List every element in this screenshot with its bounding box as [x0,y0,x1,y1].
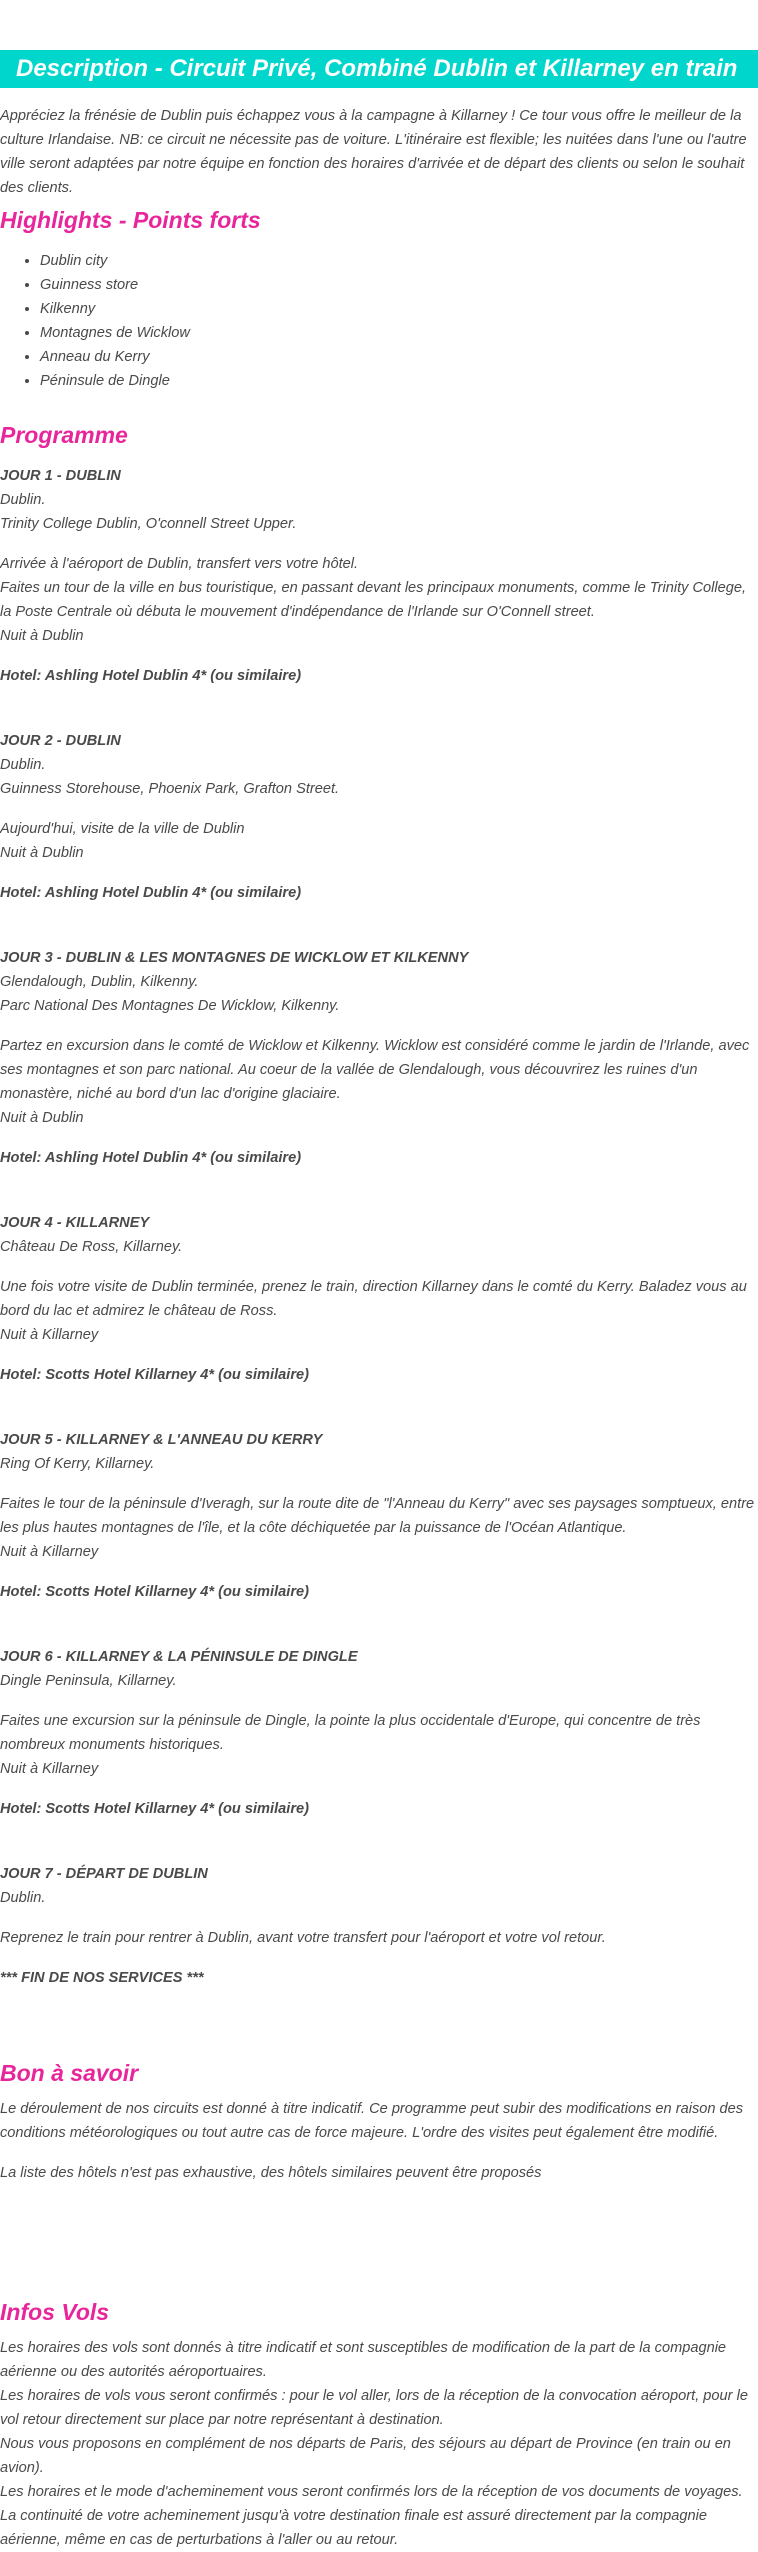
day-6 [0,1645,758,1821]
day-places: Dingle Peninsula, Killarney. [0,1673,177,1689]
day-title: JOUR 7 - DÉPART DE DUBLIN [0,1866,208,1882]
day-places: Dublin. [0,757,46,773]
day-night: Nuit à Dublin [0,845,84,861]
day-hotel: Hotel: Scotts Hotel Killarney 4* (ou similaire) [0,1584,309,1600]
intro-text: Appréciez la frénésie de Dublin puis échappez vous à la campagne à Killarney ! Ce tour vous offre le meilleur de la culture Irlandaise. NB: ce circuit ne nécessite pas de voiture. L'itinéraire est flexible; les nuitées dans l'une ou l'autre ville seront adaptées par notre équipe en fonction des horaires d'arrivée et de départ des clients ou selon le souhait des clients. [0,108,747,196]
day-title: JOUR 4 - KILLARNEY [0,1215,150,1231]
day-hotel: Hotel: Ashling Hotel Dublin 4* (ou similaire) [0,885,302,901]
day-hotel: Hotel: Ashling Hotel Dublin 4* (ou similaire) [0,668,302,684]
day-desc: Une fois votre visite de Dublin terminée, prenez le train, direction Killarney dans le comté du Kerry. Baladez vous au bord du lac et admirez le château de Ross. [0,1279,747,1319]
program-title: Programme [0,422,128,448]
day-desc: Faites le tour de la péninsule d'Iveragh, sur la route dite de "l'Anneau du Kerry" avec ses paysages somptueux, entre les plus hautes montagnes de l'île, et la côte déchiquetée par la puissance de l'Océan Atlantique. [0,1496,755,1536]
highlight-item: • Kilkenny [40,297,190,321]
day-places: Dublin. [0,492,46,508]
vols-line: Les horaires de vols vous seront confirmés : pour le vol aller, lors de la réception de la convocation aéroport, pour le vol retour directement sur place par notre représentant à destination. [0,2388,748,2428]
day-night: Nuit à Dublin [0,1110,84,1126]
day-1 [0,464,758,688]
end-of-services: *** FIN DE NOS SERVICES *** [0,1970,204,1986]
day-7 [0,1862,758,1950]
vols-line: Les horaires des vols sont donnés à titre indicatif et sont susceptibles de modification de la part de la compagnie aérienne ou des autorités aéroportuaires. [0,2340,727,2380]
day-desc: Faites un tour de la ville en bus touristique, en passant devant les principaux monuments, comme le Trinity College, la Poste Centrale où débuta le mouvement d'indépendance de l'Irlande sur O'Connell street. [0,580,747,620]
infos-vols-title: Infos Vols [0,2299,110,2325]
day-night: Nuit à Killarney [0,1761,99,1777]
vols-line: La continuité de votre acheminement jusqu'à votre destination finale est assuré directement par la compagnie aérienne, même en cas de perturbations à l'aller ou au retour. [0,2508,707,2548]
day-places: Ring Of Kerry, Killarney. [0,1456,155,1472]
bon-a-savoir-title: Bon à savoir [0,2060,139,2086]
day-sights: Parc National Des Montagnes De Wicklow, Kilkenny. [0,998,340,1014]
highlight-item: • Anneau du Kerry [40,345,190,369]
day-places: Glendalough, Dublin, Kilkenny. [0,974,199,990]
day-sights: Guinness Storehouse, Phoenix Park, Grafton Street. [0,781,340,797]
program [0,464,758,1990]
day-title: JOUR 6 - KILLARNEY & LA PÉNINSULE DE DINGLE [0,1649,358,1665]
day-desc: Aujourd'hui, visite de la ville de Dublin [0,821,245,837]
day-desc: Faites une excursion sur la péninsule de Dingle, la pointe la plus occidentale d'Europe, qui concentre de très nombreux monuments historiques. [0,1713,701,1753]
day-title: JOUR 5 - KILLARNEY & L'ANNEAU DU KERRY [0,1432,323,1448]
day-title: JOUR 2 - DUBLIN [0,733,121,749]
day-2 [0,729,758,905]
bon-paragraph: Le déroulement de nos circuits est donné à titre indicatif. Ce programme peut subir des modifications en raison des conditions météorologiques ou tout autre cas de force majeure. L'ordre des visites peut également être modifié. [0,2101,744,2141]
highlight-item: • Dublin city [40,249,190,273]
day-places: Château De Ross, Killarney. [0,1239,183,1255]
day-5 [0,1428,758,1604]
vols-line: Nous vous proposons en complément de nos départs de Paris, des séjours au départ de Province (en train ou en avion). [0,2436,731,2476]
day-4 [0,1211,758,1387]
day-night: Nuit à Killarney [0,1544,99,1560]
infos-vols [0,2336,758,2552]
highlight-item: • Montagnes de Wicklow [40,321,190,345]
highlights-title: Highlights - Points forts [0,207,261,233]
highlight-item: • Guinness store [40,273,190,297]
day-desc: Partez en excursion dans le comté de Wicklow et Kilkenny. Wicklow est considéré comme le jardin de l'Irlande, avec ses montagnes et son parc national. Au coeur de la vallée de Glendalough, vous découvrirez les ruines d'un monastère, niché au bord d'un lac d'origine glaciaire. [0,1038,750,1102]
day-sights: Trinity College Dublin, O'connell Street Upper. [0,516,297,532]
highlights-list [0,249,190,393]
day-3 [0,946,758,1170]
day-night: Nuit à Killarney [0,1327,99,1343]
description-banner: Description - Circuit Privé, Combiné Dublin et Killarney en train [0,50,758,88]
day-hotel: Hotel: Scotts Hotel Killarney 4* (ou similaire) [0,1801,309,1817]
day-hotel: Hotel: Ashling Hotel Dublin 4* (ou similaire) [0,1150,302,1166]
day-title: JOUR 1 - DUBLIN [0,468,121,484]
day-night: Nuit à Dublin [0,628,84,644]
day-desc: Arrivée à l'aéroport de Dublin, transfert vers votre hôtel. [0,556,359,572]
bon-paragraph: La liste des hôtels n'est pas exhaustive, des hôtels similaires peuvent être proposés [0,2165,542,2181]
day-hotel: Hotel: Scotts Hotel Killarney 4* (ou similaire) [0,1367,309,1383]
vols-line: Les horaires et le mode d'acheminement vous seront confirmés lors de la réception de vos documents de voyages. [0,2484,743,2500]
day-title: JOUR 3 - DUBLIN & LES MONTAGNES DE WICKLOW ET KILKENNY [0,950,469,966]
highlight-item: • Péninsule de Dingle [40,369,190,393]
day-desc: Reprenez le train pour rentrer à Dublin, avant votre transfert pour l'aéroport et votre vol retour. [0,1930,606,1946]
bon-a-savoir [0,2097,758,2201]
day-places: Dublin. [0,1890,46,1906]
